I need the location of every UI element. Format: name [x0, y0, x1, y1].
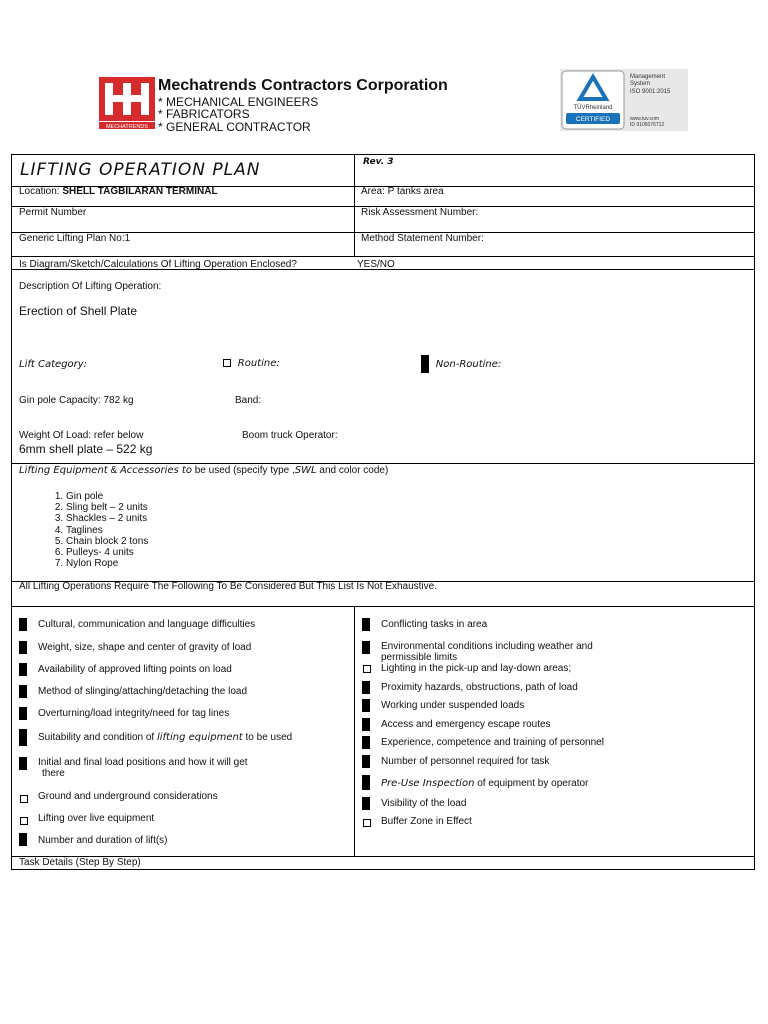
checkbox[interactable]	[362, 736, 370, 749]
risk-assessment-field: Risk Assessment Number:	[361, 207, 479, 218]
svg-text:MECHATRENDS: MECHATRENDS	[105, 124, 149, 129]
check-item: Conflicting tasks in area	[381, 619, 488, 630]
company-line-2: * FABRICATORS	[158, 107, 250, 121]
company-name: Mechatrends Contractors Corporation	[158, 77, 448, 94]
method-statement-field: Method Statement Number:	[361, 233, 484, 244]
svg-text:www.tuv.com: www.tuv.com	[630, 116, 660, 122]
weight-of-load-value: 6mm shell plate – 522 kg	[19, 442, 153, 456]
check-item: Visibility of the load	[381, 798, 467, 809]
list-item: 7. Nylon Rope	[66, 558, 148, 569]
checkbox[interactable]	[19, 618, 27, 631]
task-details-label: Task Details (Step By Step)	[19, 857, 141, 868]
check-item: Environmental conditions including weather and permissible limits	[381, 641, 593, 663]
check-item: Weight, size, shape and center of gravity of load	[38, 642, 252, 653]
checkbox[interactable]	[19, 663, 27, 676]
svg-text:ID 9105076712: ID 9105076712	[630, 122, 665, 128]
equipment-heading: Lifting Equipment & Accessories to be used (specify type ,SWL and color code)	[19, 465, 389, 476]
checkbox[interactable]	[362, 775, 370, 790]
check-item: Experience, competence and training of personnel	[381, 737, 604, 748]
weight-of-load-label: Weight Of Load: refer below	[19, 430, 144, 441]
all-operations-note: All Lifting Operations Require The Following To Be Considered But This List Is Not Exhaustive.	[19, 581, 437, 592]
check-item: Number and duration of lift(s)	[38, 835, 168, 846]
lifting-operation-form	[11, 154, 755, 870]
iso-certification-badge	[560, 69, 688, 131]
non-routine-checkbox[interactable]	[421, 355, 429, 373]
check-item: Proximity hazards, obstructions, path of load	[381, 682, 578, 693]
list-item: 1. Gin pole	[66, 491, 148, 502]
company-logo	[99, 77, 155, 129]
check-item: Working under suspended loads	[381, 700, 525, 711]
lift-category-label: Lift Category:	[19, 359, 88, 370]
company-line-3: * GENERAL CONTRACTOR	[158, 120, 311, 134]
check-item: Buffer Zone in Effect	[381, 816, 472, 827]
non-routine-option: Non-Routine:	[421, 355, 501, 373]
checkbox[interactable]	[19, 729, 27, 746]
svg-text:ISO 9001:2015: ISO 9001:2015	[630, 89, 671, 95]
check-item: Cultural, communication and language difficulties	[38, 619, 256, 630]
checkbox[interactable]	[363, 819, 371, 827]
check-item: Overturning/load integrity/need for tag lines	[38, 708, 230, 719]
yes-no-answer: YES/NO	[357, 259, 395, 270]
checkbox[interactable]	[362, 699, 370, 712]
permit-number-field: Permit Number	[19, 207, 87, 218]
check-item: Lifting over live equipment	[38, 813, 155, 824]
svg-text:System: System	[630, 81, 651, 87]
list-item: 3. Shackles – 2 units	[66, 513, 148, 524]
checkbox[interactable]	[19, 685, 27, 698]
checkbox[interactable]	[20, 795, 28, 803]
list-item: 2. Sling belt – 2 units	[66, 502, 148, 513]
check-item: Availability of approved lifting points on load	[38, 664, 232, 675]
description-label: Description Of Lifting Operation:	[19, 281, 162, 292]
checkbox[interactable]	[362, 797, 370, 810]
list-item: 6. Pulleys- 4 units	[66, 547, 148, 558]
check-item: Initial and final load positions and how it will get there	[38, 757, 248, 779]
location-field: Location: SHELL TAGBILARAN TERMINAL	[19, 186, 218, 197]
checkbox[interactable]	[19, 707, 27, 720]
company-line-1: * MECHANICAL ENGINEERS	[158, 95, 319, 109]
list-item: 5. Chain block 2 tons	[66, 536, 148, 547]
check-item: Ground and underground considerations	[38, 791, 218, 802]
form-title: LIFTING OPERATION PLAN	[20, 160, 261, 180]
area-field: Area: P tanks area	[361, 186, 444, 197]
gin-pole-capacity: Gin pole Capacity: 782 kg	[19, 395, 134, 406]
list-item: 4. Taglines	[66, 525, 148, 536]
checkbox[interactable]	[19, 833, 27, 846]
checkbox[interactable]	[19, 641, 27, 654]
checkbox[interactable]	[362, 641, 370, 654]
diagram-question: Is Diagram/Sketch/Calculations Of Lifting Operation Enclosed?	[19, 259, 297, 270]
routine-checkbox[interactable]	[223, 359, 231, 367]
revision: Rev. 3	[363, 157, 394, 167]
description-value: Erection of Shell Plate	[19, 304, 138, 318]
checkbox[interactable]	[363, 665, 371, 673]
check-item: Method of slinging/attaching/detaching the load	[38, 686, 248, 697]
band-field: Band:	[235, 395, 262, 406]
check-item: Lighting in the pick-up and lay-down areas;	[381, 663, 572, 674]
equipment-list	[28, 491, 148, 569]
check-item: Suitability and condition of lifting equipment to be used	[38, 732, 293, 743]
boom-truck-operator-field: Boom truck Operator:	[242, 430, 338, 441]
svg-text:TÜVRheinland: TÜVRheinland	[573, 105, 613, 111]
routine-option: Routine:	[223, 358, 280, 369]
checkbox[interactable]	[362, 618, 370, 631]
check-item: Pre-Use Inspection of equipment by operator	[381, 778, 589, 789]
svg-text:CERTIFIED: CERTIFIED	[575, 116, 611, 123]
check-item: Access and emergency escape routes	[381, 719, 551, 730]
checkbox[interactable]	[362, 755, 370, 768]
generic-lifting-plan-field: Generic Lifting Plan No:1	[19, 233, 131, 244]
checkbox[interactable]	[19, 757, 27, 770]
checkbox[interactable]	[362, 718, 370, 731]
svg-text:Management: Management	[630, 74, 666, 80]
checkbox[interactable]	[20, 817, 28, 825]
checkbox[interactable]	[362, 681, 370, 694]
check-item: Number of personnel required for task	[381, 756, 550, 767]
